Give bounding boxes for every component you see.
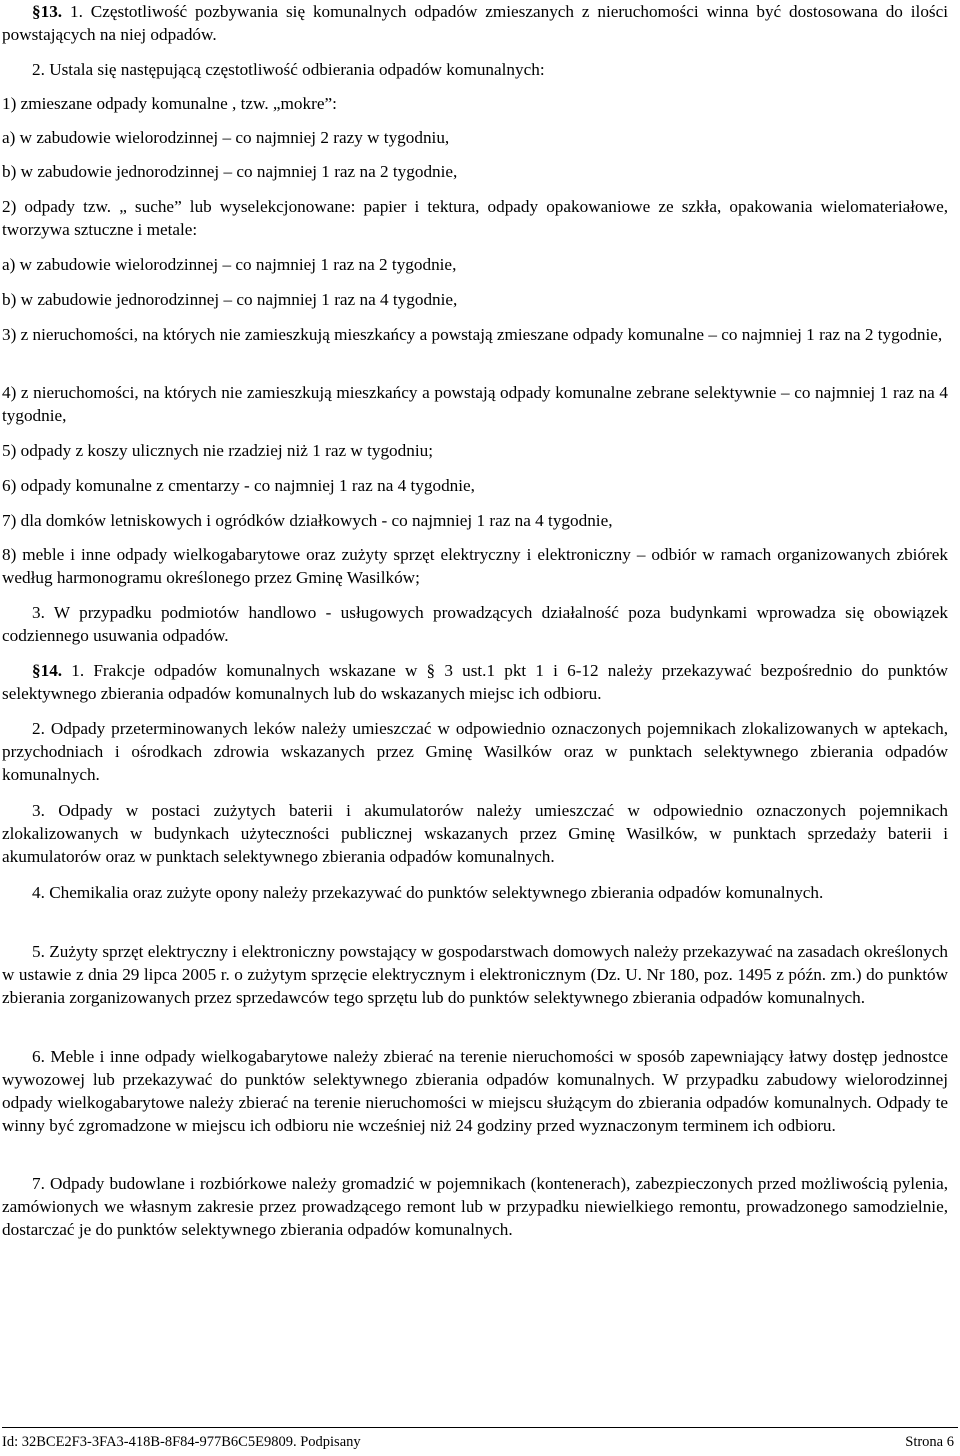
list-item-3: 3) z nieruchomości, na których nie zamieszkują mieszkańcy a powstają zmieszane odpady komunalne – co najmniej 1 raz na 2 tygodnie, <box>2 325 943 344</box>
list-item-7: 7) dla domków letniskowych i ogródków działkowych - co najmniej 1 raz na 4 tygodnie, <box>2 511 613 530</box>
list-item-1b: b) w zabudowie jednorodzinnej – co najmniej 1 raz na 2 tygodnie, <box>2 162 458 181</box>
list-item-8: 8) meble i inne odpady wielkogabarytowe oraz zużyty sprzęt elektryczny i elektroniczny – odbiór w ramach organizowanych zbiórek według harmonogramu określonego przez Gminę Wasilków; <box>2 545 948 587</box>
list-item-5: 5) odpady z koszy ulicznych nie rzadziej niż 1 raz w tygodniu; <box>2 441 433 460</box>
section-14-paragraph-5: 5. Zużyty sprzęt elektryczny i elektroniczny powstający w gospodarstwach domowych należy przekazywać na zasadach określonych w ustawie z dnia 29 lipca 2005 r. o zużytym sprzęcie elektrycznym i elektronicznym (Dz. U. Nr 180, poz. 1495 z późn. zm.) do punktów zbierania zorganizowanych przez sprzedawców tego sprzętu lub do punktów selektywnego zbierania odpadów komunalnych. <box>2 942 948 1007</box>
list-item-4: 4) z nieruchomości, na których nie zamieszkują mieszkańcy a powstają odpady komunalne zebrane selektywnie – co najmniej 1 raz na 4 tygodnie, <box>2 383 948 425</box>
section-14-paragraph-2: 2. Odpady przeterminowanych leków należy umieszczać w odpowiednio oznaczonych pojemnikach zlokalizowanych w aptekach, przychodniach i ośrodkach zdrowia wskazanych przez Gminę Wasilków oraz w punktach selektywnego zbierania odpadów komunalnych. <box>2 719 948 784</box>
footer-page-number: Strona 6 <box>905 1434 954 1450</box>
section-13-paragraph-3: 3. W przypadku podmiotów handlowo - usługowych prowadzących działalność poza budynkami wprowadza się obowiązek codziennego usuwania odpadów. <box>2 603 948 645</box>
list-item-2b: b) w zabudowie jednorodzinnej – co najmniej 1 raz na 4 tygodnie, <box>2 290 458 309</box>
list-item-1a: a) w zabudowie wielorodzinnej – co najmniej 2 razy w tygodniu, <box>2 128 450 147</box>
section-14-heading: §14. <box>32 661 63 680</box>
list-item-1: 1) zmieszane odpady komunalne , tzw. „mokre”: <box>2 94 337 113</box>
footer-divider <box>2 1427 958 1428</box>
section-14-paragraph-3: 3. Odpady w postaci zużytych baterii i akumulatorów należy umieszczać w odpowiednio oznaczonych pojemnikach zlokalizowanych w budynkach użyteczności publicznej wskazanych przez Gminę Wasilków, w punktach sprzedaży baterii i akumulatorów oraz w punktach selektywnego zbierania odpadów komunalnych. <box>2 801 948 866</box>
section-13-paragraph-1: §13. 1. Częstotliwość pozbywania się komunalnych odpadów zmieszanych z nieruchomości winna być dostosowana do ilości powstających na niej odpadów. <box>2 2 949 44</box>
list-item-2a: a) w zabudowie wielorodzinnej – co najmniej 1 raz na 2 tygodnie, <box>2 255 457 274</box>
section-14-paragraph-4: 4. Chemikalia oraz zużyte opony należy przekazywać do punktów selektywnego zbierania odpadów komunalnych. <box>32 883 824 902</box>
section-13-paragraph-2: 2. Ustala się następującą częstotliwość odbierania odpadów komunalnych: <box>32 60 545 79</box>
section-13-heading: §13. <box>32 2 63 21</box>
list-item-6: 6) odpady komunalne z cmentarzy - co najmniej 1 raz na 4 tygodnie, <box>2 476 475 495</box>
section-14-paragraph-7: 7. Odpady budowlane i rozbiórkowe należy gromadzić w pojemnikach (kontenerach), zabezpieczonych przed możliwością pylenia, zamówionych we własnym zakresie przez prowadzącego remont lub w przypadku niewielkiego remontu, prowadzonego samodzielnie, dostarczać je do punktów selektywnego zbierania odpadów komunalnych. <box>2 1174 948 1239</box>
section-14-paragraph-6: 6. Meble i inne odpady wielkogabarytowe należy zbierać na terenie nieruchomości w sposób zapewniający łatwy dostęp jednostce wywozowej lub przekazywać do punktów selektywnego zbierania odpadów komunalnych. W przypadku zabudowy wielorodzinnej odpady wielkogabarytowe należy zbierać na terenie nieruchomości w miejscu służącym do zbierania odpadów komunalnych. Odpady te winny być zgromadzone w miejscu ich odbioru nie wcześniej niż 24 godziny przed wyznaczonym terminem ich odbioru. <box>2 1047 948 1135</box>
footer-document-id: Id: 32BCE2F3-3FA3-418B-8F84-977B6C5E9809. Podpisany <box>2 1434 361 1450</box>
section-14-paragraph-1: §14. 1. Frakcje odpadów komunalnych wskazane w § 3 ust.1 pkt 1 i 6-12 należy przekazywać bezpośrednio do punktów selektywnego zbierania odpadów komunalnych lub do wskazanych miejsc ich odbioru. <box>2 661 949 703</box>
list-item-2: 2) odpady tzw. „ suche” lub wyselekcjonowane: papier i tektura, odpady opakowaniowe ze szkła, opakowania wielomateriałowe, tworzywa sztuczne i metale: <box>2 197 948 239</box>
